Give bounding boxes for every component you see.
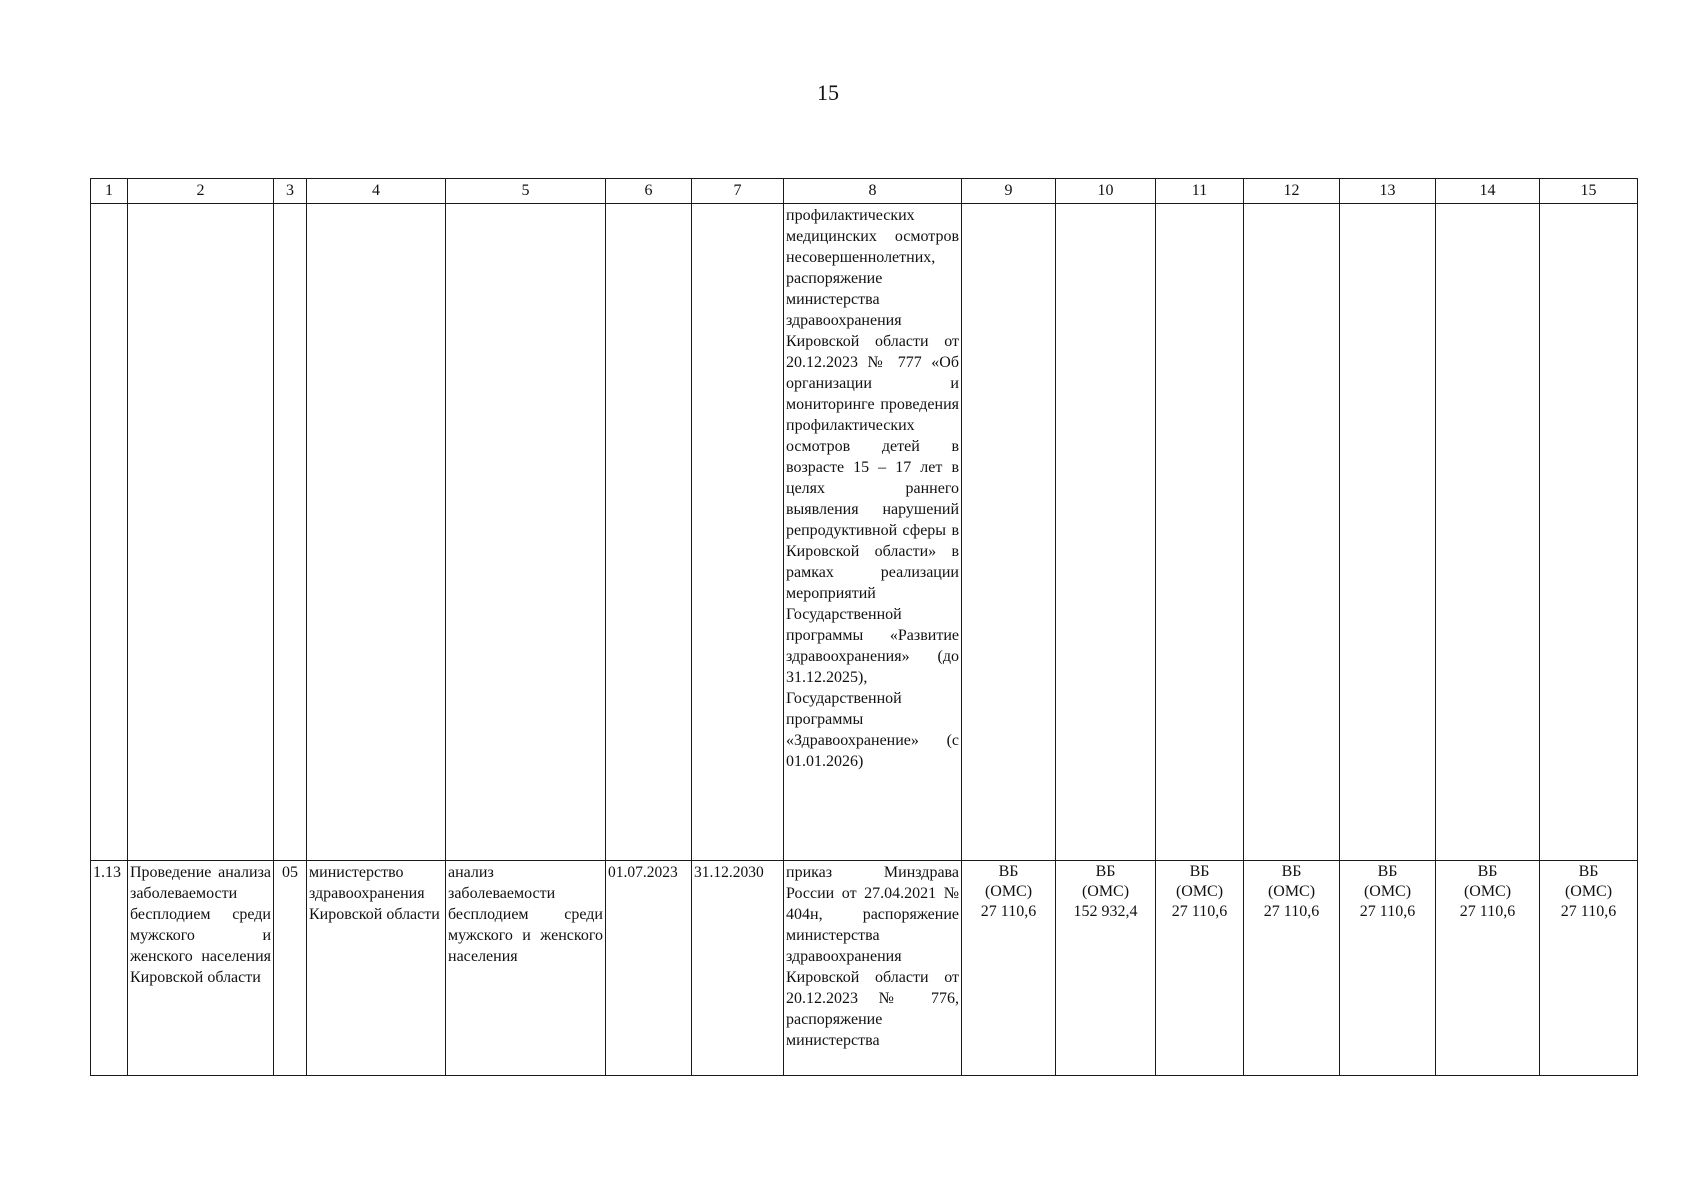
end-date: 31.12.2030 [692, 861, 784, 1076]
funding-cell-11 [1156, 861, 1244, 1076]
header-cell-4: 4 [307, 179, 446, 204]
header-cell-11: 11 [1156, 179, 1244, 204]
header-cell-1: 1 [91, 179, 128, 204]
funding-type: (ОМС) [984, 883, 1033, 900]
funding-amount: 27 110,6 [980, 903, 1037, 920]
header-cell-12: 12 [1244, 179, 1340, 204]
cell-empty [962, 204, 1056, 861]
header-cell-2: 2 [128, 179, 274, 204]
funding-cell-14 [1436, 861, 1540, 1076]
funding-type: (ОМС) [1463, 883, 1512, 900]
header-row [91, 179, 1638, 204]
start-date: 01.07.2023 [606, 861, 692, 1076]
measure-name: Проведение анализа заболеваемости бесплодием среди мужского и женского населения Кировской области [128, 861, 274, 1076]
cell-empty [1056, 204, 1156, 861]
row-number: 1.13 [91, 861, 128, 1076]
program-table [90, 178, 1638, 1076]
funding-cell-10 [1056, 861, 1156, 1076]
header-cell-13: 13 [1340, 179, 1436, 204]
cell-empty [446, 204, 606, 861]
funding-type: (ОМС) [1175, 883, 1224, 900]
header-cell-8: 8 [784, 179, 962, 204]
header-cell-9: 9 [962, 179, 1056, 204]
funding-amount: 27 110,6 [1171, 903, 1228, 920]
funding-source: ВБ [1377, 863, 1398, 880]
executor-cell: министерство здравоохранения Кировской области [307, 861, 446, 1076]
funding-source: ВБ [1095, 863, 1116, 880]
funding-cell-13 [1340, 861, 1436, 1076]
cell-empty [606, 204, 692, 861]
funding-amount: 152 932,4 [1073, 903, 1138, 920]
header-cell-15: 15 [1540, 179, 1638, 204]
result-cell: анализ заболеваемости бесплодием среди мужского и женского населения [446, 861, 606, 1076]
cell-empty [274, 204, 307, 861]
header-cell-3: 3 [274, 179, 307, 204]
header-cell-14: 14 [1436, 179, 1540, 204]
basis-cell-continued: профилактических медицинских осмотров несовершеннолетних, распоряжение министерства здравоохранения Кировской области от 20.12.2023 № 777 «Об организации и мониторинге проведения профилактических осмотров детей в возрасте 15 – 17 лет в целях раннего выявления нарушений репродуктивной сферы в Кировской области» в рамках реализации мероприятий Государственной программы «Развитие здравоохранения» (до 31.12.2025), Государственной программы «Здравоохранение» (с 01.01.2026) [784, 204, 962, 861]
cell-empty [1436, 204, 1540, 861]
cell-empty [1540, 204, 1638, 861]
funding-type: (ОМС) [1363, 883, 1412, 900]
cell-empty [91, 204, 128, 861]
measure-code: 05 [274, 861, 307, 1076]
table-row-continuation [91, 204, 1638, 861]
funding-amount: 27 110,6 [1263, 903, 1320, 920]
funding-source: ВБ [998, 863, 1019, 880]
basis-cell: приказ Минздрава России от 27.04.2021 № 404н, распоряжение министерства здравоохранения Кировской области от 20.12.2023 № 776, распоряжение министерства [784, 861, 962, 1076]
cell-empty [128, 204, 274, 861]
page-number: 15 [817, 80, 839, 105]
cell-empty [1244, 204, 1340, 861]
funding-cell-15 [1540, 861, 1638, 1076]
cell-empty [1340, 204, 1436, 861]
cell-empty [307, 204, 446, 861]
funding-source: ВБ [1189, 863, 1210, 880]
funding-source: ВБ [1477, 863, 1498, 880]
funding-amount: 27 110,6 [1560, 903, 1617, 920]
funding-type: (ОМС) [1267, 883, 1316, 900]
header-cell-5: 5 [446, 179, 606, 204]
cell-empty [1156, 204, 1244, 861]
header-cell-6: 6 [606, 179, 692, 204]
funding-source: ВБ [1578, 863, 1599, 880]
funding-amount: 27 110,6 [1359, 903, 1416, 920]
funding-amount: 27 110,6 [1459, 903, 1516, 920]
cell-empty [692, 204, 784, 861]
header-cell-7: 7 [692, 179, 784, 204]
funding-source: ВБ [1281, 863, 1302, 880]
funding-cell-9 [962, 861, 1056, 1076]
table-row-1-13 [91, 861, 1638, 1076]
funding-cell-12 [1244, 861, 1340, 1076]
funding-type: (ОМС) [1081, 883, 1130, 900]
funding-type: (ОМС) [1564, 883, 1613, 900]
header-cell-10: 10 [1056, 179, 1156, 204]
